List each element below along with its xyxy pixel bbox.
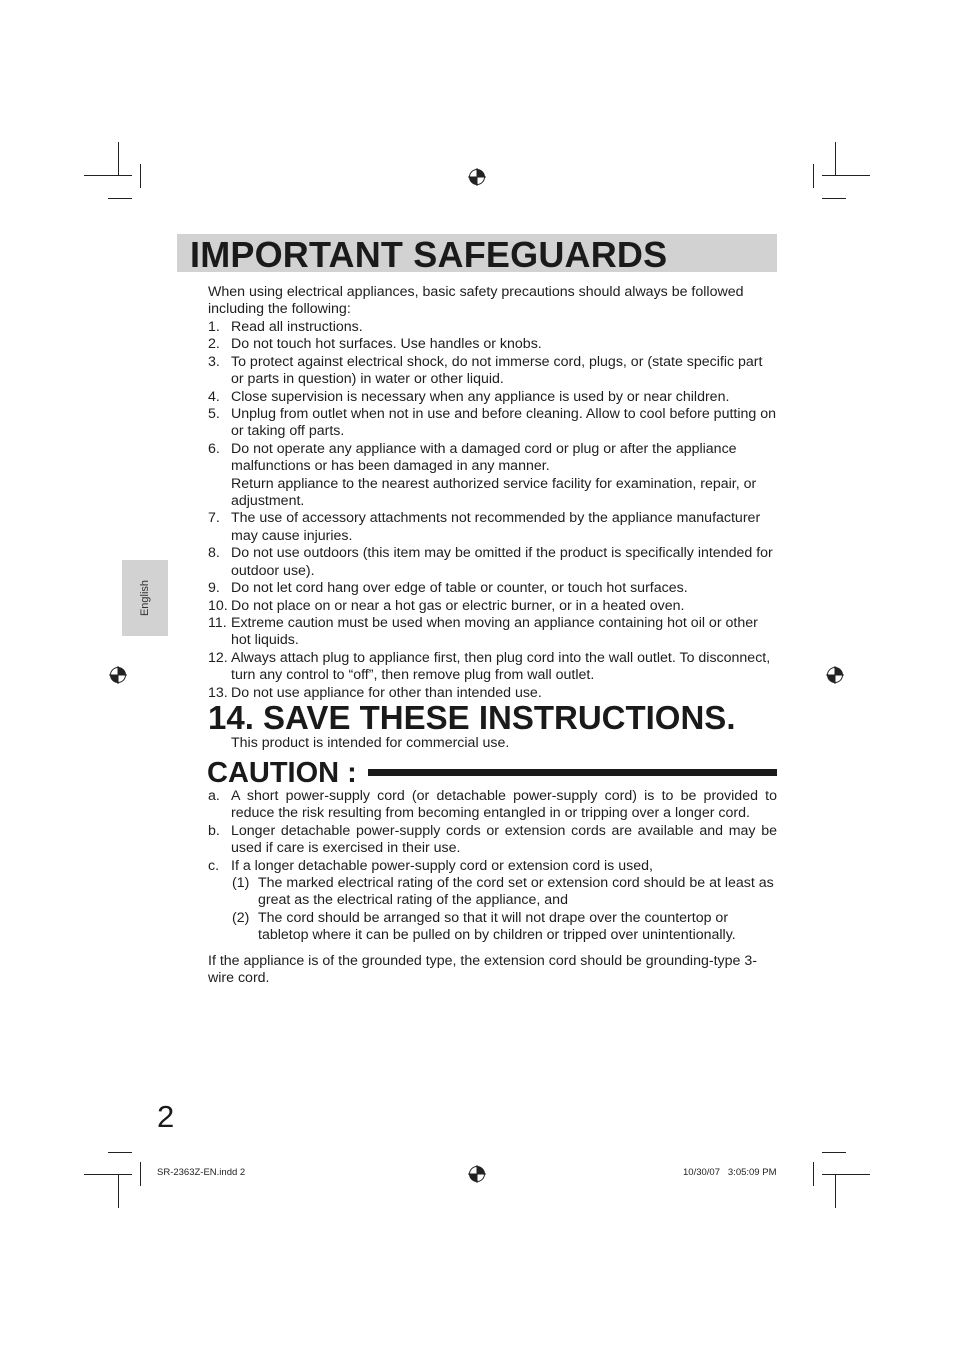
crop-mark	[118, 142, 119, 176]
item-text: Always attach plug to appliance first, then plug cord into the wall outlet. To disconnect, turn any control to “off”, then remove plug from wall outlet.	[231, 649, 771, 684]
language-tab-label: English	[139, 579, 151, 617]
title-bar	[177, 234, 777, 275]
crop-mark	[835, 142, 836, 176]
list-item	[208, 580, 778, 597]
caution-heading: CAUTION :	[207, 757, 357, 789]
list-item	[208, 615, 778, 650]
crop-mark	[822, 175, 870, 176]
item-number: 13.	[208, 684, 228, 701]
item-number: (1)	[232, 875, 250, 892]
item-text: Longer detachable power-supply cords or extension cords are available and may be used if care is exercised in their use.	[231, 822, 777, 857]
item-text: Close supervision is necessary when any appliance is used by or near children.	[231, 388, 730, 405]
item-text: Do not place on or near a hot gas or electric burner, or in a heated oven.	[231, 597, 685, 614]
item-number: 10.	[208, 597, 228, 614]
item-number: 8.	[208, 545, 220, 562]
item-text: The cord should be arranged so that it will not drape over the countertop or tabletop where it can be pulled on by children or tripped over unintentionally.	[258, 909, 736, 944]
grounded-note: If the appliance is of the grounded type, the extension cord should be grounding-type 3-wire cord.	[208, 953, 757, 987]
crop-mark	[813, 164, 814, 188]
item-number: 1.	[208, 319, 220, 335]
list-item	[208, 650, 778, 685]
item-text: Do not use appliance for other than intended use.	[231, 684, 542, 701]
list-item	[208, 823, 777, 858]
crop-mark	[140, 164, 141, 188]
list-item	[208, 336, 778, 353]
item-number: 4.	[208, 388, 220, 405]
item-text: Unplug from outlet when not in use and before cleaning. Allow to cool before putting on or taking off parts.	[231, 406, 776, 440]
item-number: 7.	[208, 510, 220, 527]
commercial-use-note: This product is intended for commercial use.	[231, 735, 510, 751]
list-item	[208, 788, 777, 823]
item-text: Read all instructions.	[231, 319, 363, 335]
list-item	[231, 910, 777, 945]
crop-mark	[822, 1152, 846, 1153]
safeguards-list	[208, 319, 778, 702]
slug-timestamp: 10/30/07 3:05:09 PM	[683, 1167, 777, 1178]
item-text: Do not touch hot surfaces. Use handles or knobs.	[231, 336, 542, 353]
registration-mark-icon	[109, 666, 127, 684]
item-number: 9.	[208, 580, 220, 597]
item-number: 11.	[208, 614, 227, 631]
item-text: The marked electrical rating of the cord set or extension cord should be at least as great as the electrical rating of the appliance, and	[258, 875, 774, 909]
item-text-continued: Return appliance to the nearest authorized service facility for examination, repair, or adjustment.	[231, 475, 757, 510]
registration-mark-icon	[826, 666, 844, 684]
item-text: A short power-supply cord (or detachable power-supply cord) is to be provided to reduce the risk resulting from becoming entangled in or tripping over a longer cord.	[231, 788, 777, 822]
crop-mark	[822, 198, 846, 199]
item-text: Do not let cord hang over edge of table or counter, or touch hot surfaces.	[231, 580, 688, 597]
save-instructions-heading: 14. SAVE THESE INSTRUCTIONS.	[208, 699, 736, 736]
item-number: 5.	[208, 406, 220, 423]
list-item	[208, 354, 778, 389]
item-number: 2.	[208, 336, 220, 353]
list-item	[208, 598, 778, 615]
item-number: (2)	[232, 909, 250, 926]
list-item	[208, 858, 777, 945]
list-item	[231, 875, 777, 910]
crop-mark	[835, 1174, 836, 1208]
page-number: 2	[157, 1099, 175, 1134]
item-number: 6.	[208, 440, 220, 457]
item-number: c.	[208, 857, 220, 874]
crop-mark	[813, 1162, 814, 1186]
list-item	[208, 319, 778, 336]
language-tab	[122, 560, 168, 636]
registration-mark-icon	[468, 1165, 486, 1183]
caution-list	[208, 788, 777, 945]
item-number: a.	[208, 788, 220, 804]
crop-mark	[118, 1174, 119, 1208]
list-item	[208, 441, 778, 511]
crop-mark	[84, 1174, 132, 1175]
item-text: To protect against electrical shock, do not immerse cord, plugs, or (state specific part or parts in question) in water or other liquid.	[231, 353, 763, 388]
item-number: 12.	[208, 649, 228, 666]
crop-mark	[822, 1174, 870, 1175]
list-item	[208, 406, 778, 441]
page-title: IMPORTANT SAFEGUARDS	[190, 234, 668, 275]
list-item	[208, 389, 778, 406]
item-text: If a longer detachable power-supply cord or extension cord is used,	[231, 857, 653, 874]
list-item	[208, 510, 778, 545]
item-number: 3.	[208, 353, 220, 370]
item-text: The use of accessory attachments not recommended by the appliance manufacturer may cause injuries.	[231, 510, 761, 544]
crop-mark	[108, 198, 132, 199]
list-item	[208, 545, 778, 580]
caution-sublist	[231, 875, 777, 945]
crop-mark	[108, 1152, 132, 1153]
registration-mark-icon	[468, 168, 486, 186]
item-text: Extreme caution must be used when moving an appliance containing hot oil or other hot liquids.	[231, 614, 758, 649]
crop-mark	[140, 1162, 141, 1186]
intro-text: When using electrical appliances, basic safety precautions should always be followed including the following:	[208, 284, 744, 318]
crop-mark	[84, 175, 132, 176]
item-text: Do not operate any appliance with a damaged cord or plug or after the appliance malfunctions or has been damaged in any manner.	[231, 440, 737, 475]
caution-rule	[368, 769, 777, 776]
item-number: b.	[208, 822, 220, 839]
slug-filename: SR-2363Z-EN.indd 2	[157, 1167, 246, 1178]
item-text: Do not use outdoors (this item may be omitted if the product is specifically intended for outdoor use).	[231, 545, 773, 579]
